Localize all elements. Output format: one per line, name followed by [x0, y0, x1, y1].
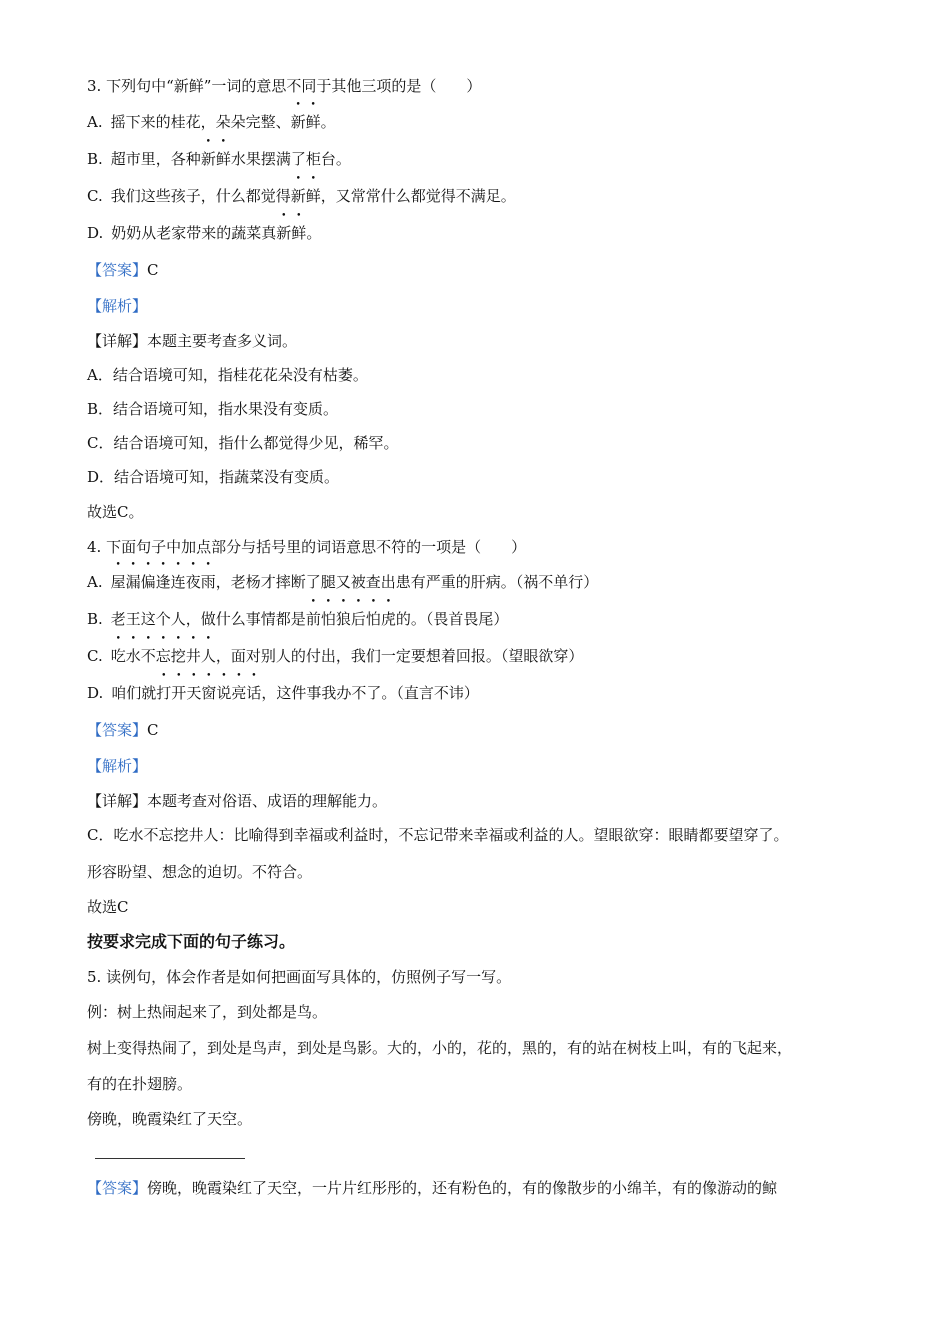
emphasis-char: 新 [290, 187, 306, 205]
emphasis-char: 挖 [170, 647, 186, 665]
emphasis-char: 鲜 [291, 224, 307, 242]
emphasis-char: 吃 [110, 647, 126, 665]
emphasis-char: 鲜 [215, 150, 231, 168]
q4-option-b: B. 老王这个人，做什么事情都是前怕狼后怕虎的。（畏首畏尾） [87, 610, 509, 628]
emphasis-char: 偏 [140, 573, 156, 591]
emphasis-char: 亮 [231, 684, 247, 702]
q4-explanation-line-1: C．吃水不忘挖井人：比喻得到幸福或利益时，不忘记带来幸福或利益的人。望眼欲穿：眼睛都要望穿了。 [87, 826, 789, 844]
emphasis-char: 怕 [320, 610, 336, 628]
q3-option-b: B. 超市里，各种新鲜水果摆满了柜台。 [87, 150, 351, 168]
emphasis-char: 连 [170, 573, 186, 591]
emphasis-char: 不 [140, 647, 156, 665]
answer-tag: 【答案】 [87, 721, 148, 739]
answer-blank-line [95, 1158, 245, 1159]
q4-conclusion: 故选C [87, 898, 129, 916]
answer-tag: 【答案】 [87, 1179, 148, 1197]
q3-explanation-d: D．结合语境可知，指蔬菜没有变质。 [87, 468, 340, 486]
q3-answer [87, 260, 159, 280]
emphasis-char: 话 [246, 684, 262, 702]
q3-explanation-c: C．结合语境可知，指什么都觉得少见，稀罕。 [87, 434, 399, 452]
emphasis-char: 忘 [155, 647, 171, 665]
emphasis-char: 怕 [365, 610, 381, 628]
emphasis-char: 新 [290, 113, 306, 131]
emphasis-char: 狼 [335, 610, 351, 628]
q4-analysis-tag: 【解析】 [87, 757, 148, 775]
section-heading: 按要求完成下面的句子练习。 [87, 932, 296, 951]
emphasis-char: 雨 [200, 573, 216, 591]
emphasis-char: 人 [200, 647, 216, 665]
emphasis-char: 水 [125, 647, 141, 665]
answer-value: C [147, 261, 159, 279]
q3-explanation-a: A．结合语境可知，指桂花花朵没有枯萎。 [87, 366, 368, 384]
emphasis-char: 屋 [110, 573, 126, 591]
q5-expanded-line-1: 树上变得热闹了，到处是鸟声，到处是鸟影。大的，小的，花的，黑的，有的站在树枝上叫，有的飞起来， [87, 1039, 793, 1057]
q3-option-d: D. 奶奶从老家带来的蔬菜真新鲜。 [87, 224, 322, 242]
q4-option-a: A. 屋漏偏逢连夜雨，老杨才摔断了腿又被查出患有严重的肝病。（祸不单行） [87, 573, 599, 591]
q4-stem: 4. 下面句子中加点部分与括号里的词语意思不符的一项是（ ） [87, 538, 527, 556]
emphasis-char: 虎 [380, 610, 396, 628]
q3-conclusion: 故选C。 [87, 503, 144, 521]
emphasis-char: 开 [171, 684, 187, 702]
emphasis-char: 逢 [155, 573, 171, 591]
q5-stem: 5. 读例句，体会作者是如何把画面写具体的，仿照例子写一写。 [87, 968, 512, 986]
q3-option-a: A. 摇下来的桂花，朵朵完整、新鲜。 [87, 113, 336, 131]
emphasis-char: 新 [276, 224, 292, 242]
q3-analysis-tag: 【解析】 [87, 297, 148, 315]
emphasis-char: 夜 [185, 573, 201, 591]
emphasis-char: 说 [216, 684, 232, 702]
emphasis-char: 漏 [125, 573, 141, 591]
q4-option-d: D. 咱们就打开天窗说亮话，这件事我办不了。（直言不讳） [87, 684, 479, 702]
q5-expanded-line-2: 有的在扑翅膀。 [87, 1075, 193, 1093]
emphasis-char: 新 [200, 150, 216, 168]
q5-answer [87, 1178, 777, 1198]
emphasis-char: 打 [156, 684, 172, 702]
emphasis-char: 鲜 [305, 113, 321, 131]
answer-tag: 【答案】 [87, 261, 148, 279]
emphasis-char: 窗 [201, 684, 217, 702]
q5-example: 例：树上热闹起来了，到处都是鸟。 [87, 1003, 328, 1021]
q5-prompt: 傍晚，晚霞染红了天空。 [87, 1110, 253, 1128]
q4-option-c: C. 吃水不忘挖井人，面对别人的付出，我们一定要想着回报。（望眼欲穿） [87, 647, 584, 665]
answer-value: 傍晚，晚霞染红了天空，一片片红彤彤的，还有粉色的，有的像散步的小绵羊，有的像游动的鲸 [147, 1179, 778, 1197]
q3-stem: 3. 下列句中“新鲜”一词的意思不同于其他三项的是（ ） [87, 77, 482, 95]
emphasis-char: 后 [350, 610, 366, 628]
emphasis-char: 前 [305, 610, 321, 628]
q4-explanation-line-2: 形容盼望、想念的迫切。不符合。 [87, 863, 313, 881]
q3-detail: 【详解】本题主要考查多义词。 [87, 332, 298, 350]
emphasis-char: 天 [186, 684, 202, 702]
q4-detail: 【详解】本题考查对俗语、成语的理解能力。 [87, 792, 388, 810]
q3-option-c: C. 我们这些孩子，什么都觉得新鲜，又常常什么都觉得不满足。 [87, 187, 516, 205]
answer-value: C [147, 721, 159, 739]
emphasis-char: 井 [185, 647, 201, 665]
q3-explanation-b: B．结合语境可知，指水果没有变质。 [87, 400, 339, 418]
emphasis-char: 鲜 [305, 187, 321, 205]
q4-answer [87, 720, 159, 740]
